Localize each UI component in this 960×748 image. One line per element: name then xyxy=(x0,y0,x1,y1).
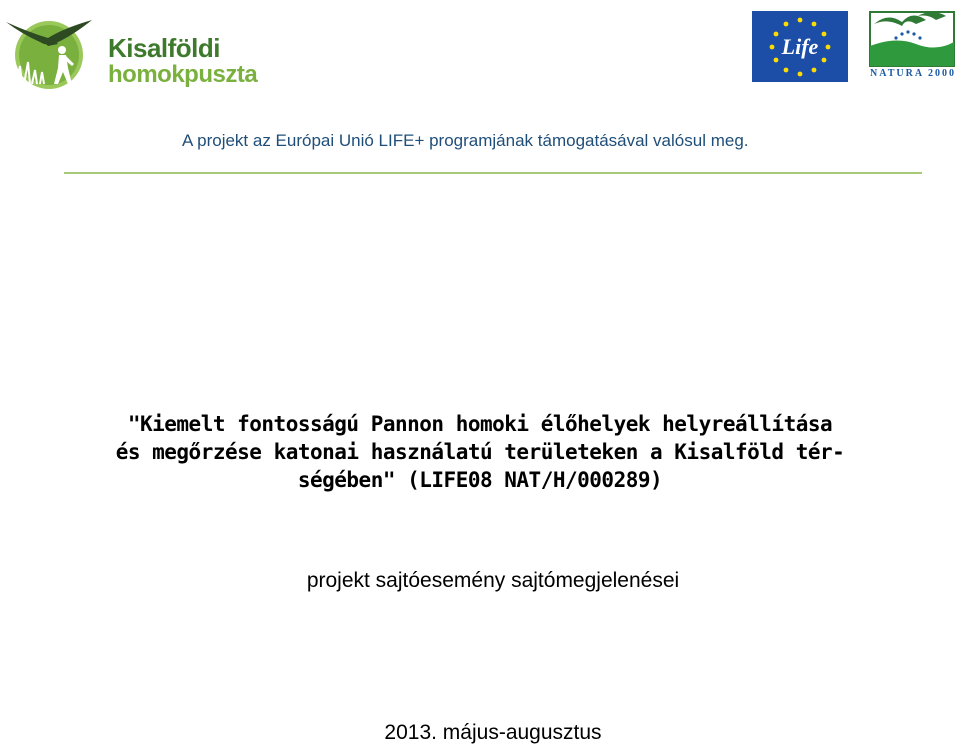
project-title-line3: ségében" (LIFE08 NAT/H/000289) xyxy=(297,468,663,492)
project-title xyxy=(96,410,864,494)
kisalfoldi-homokpuszta-logo xyxy=(2,10,264,90)
document-subtitle: projekt sajtóesemény sajtómegjelenései xyxy=(306,569,680,592)
life-text: Life xyxy=(781,34,819,59)
document-date: 2013. május-augusztus xyxy=(384,721,602,744)
project-title-line1: "Kiemelt fontosságú Pannon homoki élőhelyek helyreállítása xyxy=(127,412,833,436)
eu-support-text: A projekt az Európai Unió LIFE+ programjának támogatásával valósul meg. xyxy=(182,131,749,150)
logo-title-line2: homokpuszta xyxy=(108,61,258,88)
natura-2000-emblem-icon xyxy=(866,6,958,68)
natura-2000-label: NATURA 2000 xyxy=(870,68,956,79)
natura-2000-logo xyxy=(866,6,958,82)
header-divider xyxy=(64,172,922,174)
bird-and-hiker-emblem-icon xyxy=(2,10,97,90)
eu-life-logo-icon xyxy=(752,11,848,82)
logo-title-line1: Kisalföldi xyxy=(108,33,221,63)
project-title-line2: és megőrzése katonai használatú területeken a Kisalföld tér- xyxy=(115,440,845,464)
